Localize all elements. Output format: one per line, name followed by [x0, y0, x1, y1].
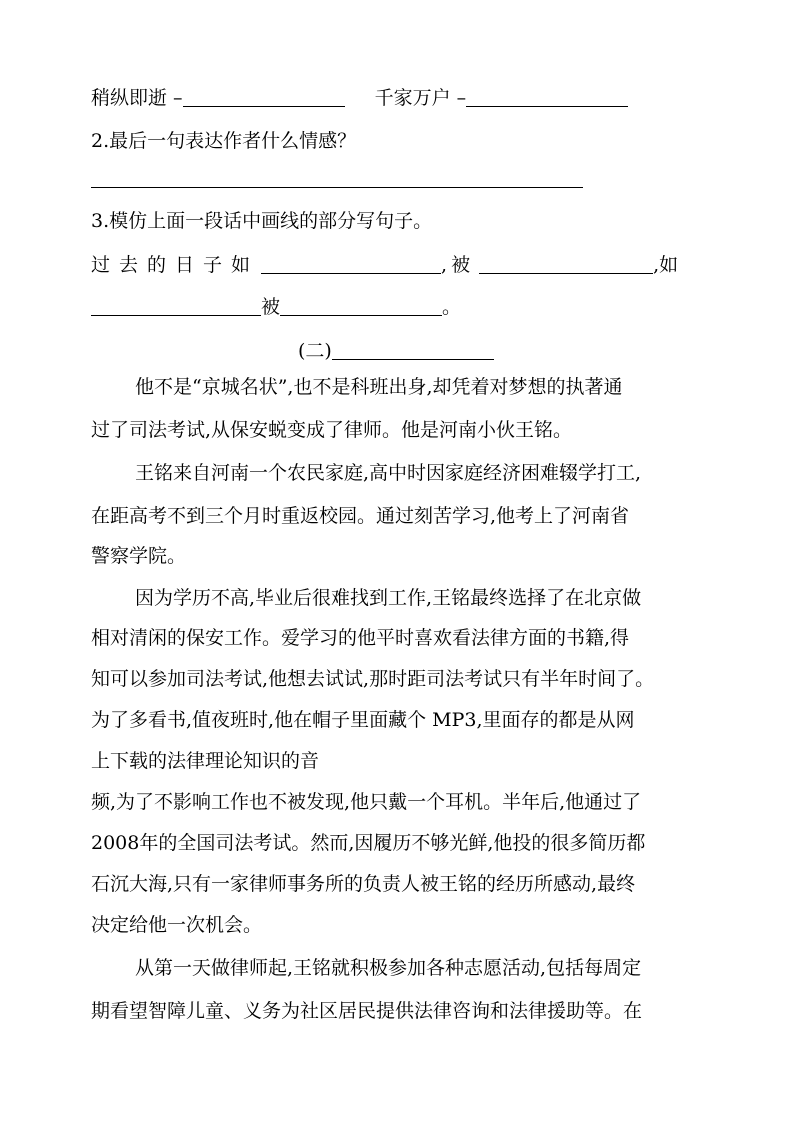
q3-blank-1[interactable] [261, 255, 441, 274]
passage-line: 为了多看书,值夜班时,他在帽子里面藏个 MP3,里面存的都是从网 [91, 709, 635, 731]
q3-bei-2: 被 [261, 296, 281, 318]
q3-ru: 如 [659, 254, 679, 276]
q1-row [91, 88, 628, 108]
passage-line: 从第一天做律师起,王铭就积极参加各种志愿活动,包括每周定 [135, 957, 642, 979]
q3-blank-4[interactable] [280, 297, 442, 316]
passage-line: 知可以参加司法考试,他想去试试,那时距司法考试只有半年时间了。 [91, 668, 655, 690]
q1-answer-blank-b[interactable] [466, 88, 628, 107]
q1-label-b: 千家万户 – [374, 87, 467, 109]
passage-line: 过了司法考试,从保安蜕变成了律师。他是河南小伙王铭。 [91, 419, 573, 441]
passage-line: 2008年的全国司法考试。然而,因履历不够光鲜,他投的很多简历都 [91, 832, 646, 854]
passage-line: 相对清闲的保安工作。爱学习的他平时喜欢看法律方面的书籍,得 [91, 627, 630, 649]
section2-title: (二) [298, 340, 332, 362]
q3-line1 [91, 255, 678, 275]
passage-line: 决定给他一次机会。 [91, 914, 263, 936]
passage-line: 在距高考不到三个月时重返校园。通过刻苦学习,他考上了河南省 [91, 505, 630, 527]
passage-line: 期看望智障儿童、义务为社区居民提供法律咨询和法律援助等。在 [91, 1000, 643, 1022]
passage-line: 因为学历不高,毕业后很难找到工作,王铭最终选择了在北京做 [135, 587, 642, 609]
q3-line2 [91, 297, 461, 317]
section2-title-blank[interactable] [332, 341, 494, 360]
q3-comma-2: , [653, 254, 660, 276]
passage-line: 他不是“京城名状”,也不是科班出身,却凭着对梦想的执著通 [135, 376, 623, 398]
section2-title-row [298, 341, 494, 361]
q3-blank-3[interactable] [91, 297, 261, 316]
passage-line: 石沉大海,只有一家律师事务所的负责人被王铭的经历所感动,最终 [91, 873, 636, 895]
q1-label-a: 稍纵即逝 – [91, 87, 183, 109]
q3-period: 。 [442, 296, 462, 318]
q3-blank-2[interactable] [479, 255, 653, 274]
passage-line: 王铭来自河南一个农民家庭,高中时因家庭经济困难辍学打工, [135, 462, 642, 484]
passage-line: 警察学院。 [91, 545, 187, 567]
q2-answer-line[interactable] [91, 187, 583, 188]
passage-line: 频,为了不影响工作也不被发现,他只戴一个耳机。半年后,他通过了 [91, 791, 642, 813]
q3-bei-1: 被 [451, 254, 480, 276]
passage-line: 上下载的法律理论知识的音 [91, 750, 320, 772]
q3-comma-1: , [441, 254, 448, 276]
q2-prompt: 2.最后一句表达作者什么情感？ [91, 130, 357, 152]
q1-answer-blank-a[interactable] [183, 88, 345, 107]
q3-prompt: 3.模仿上面一段话中画线的部分写句子。 [91, 210, 433, 232]
q3-line1-start: 过去的日子如 [91, 254, 260, 276]
